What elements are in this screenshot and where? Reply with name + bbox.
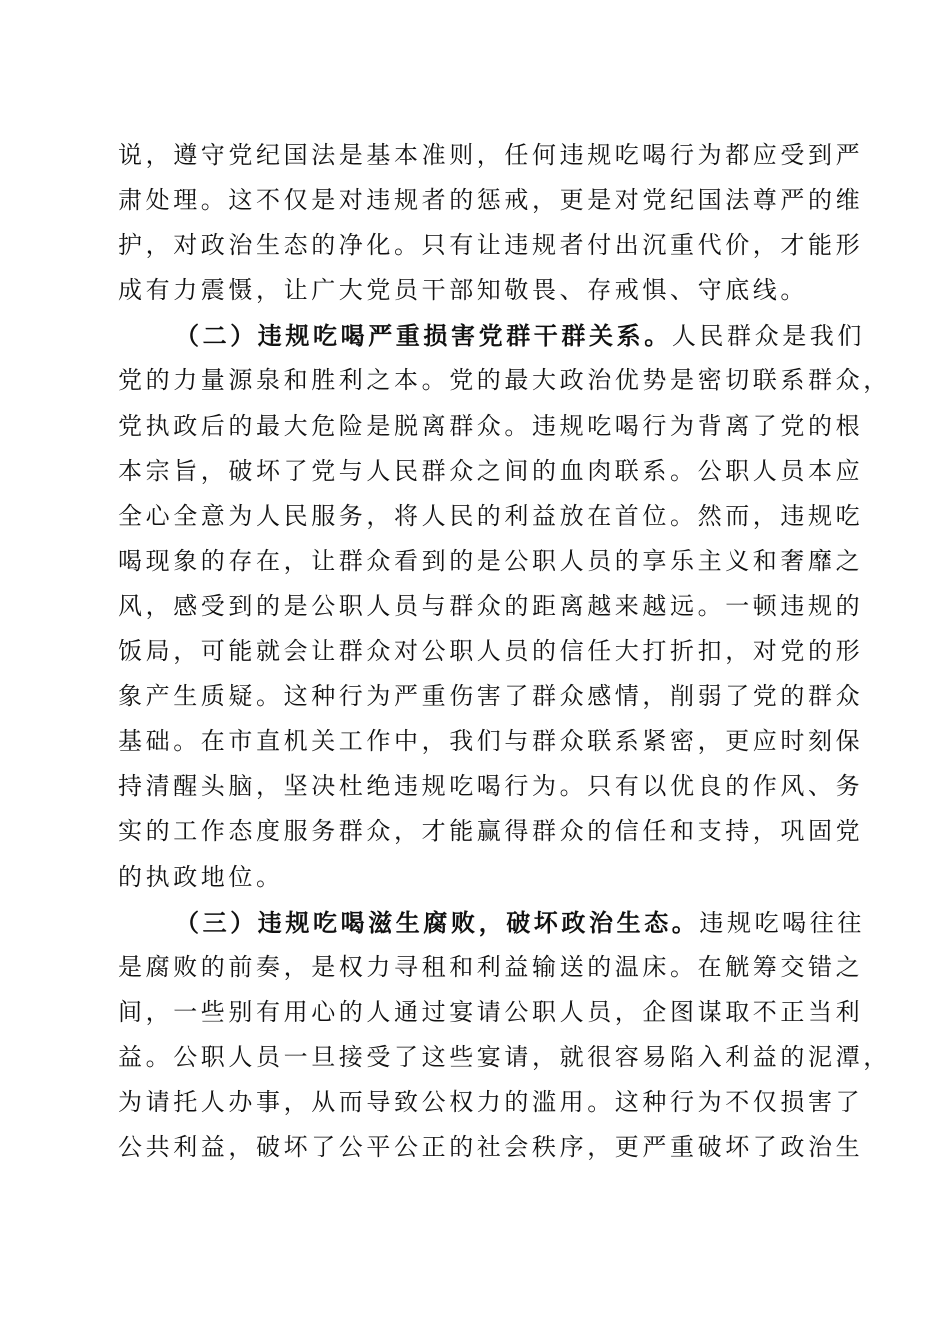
- body-text: 公共利益，破坏了公平公正的社会秩序，更严重破坏了政治生: [118, 1133, 864, 1162]
- body-text: 全心全意为人民服务，将人民的利益放在首位。然而，违规吃: [118, 501, 864, 530]
- text-line: [118, 855, 834, 900]
- text-line: [118, 313, 866, 358]
- text-line: [118, 178, 864, 223]
- body-text: 喝现象的存在，让群众看到的是公职人员的享乐主义和奢靡之: [118, 546, 864, 575]
- body-text: 持清醒头脑，坚决杜绝违规吃喝行为。只有以优良的作风、务: [118, 772, 864, 801]
- text-line: [118, 719, 864, 764]
- text-line: [118, 945, 864, 990]
- body-text: 为请托人办事，从而导致公权力的滥用。这种行为不仅损害了: [118, 1087, 864, 1116]
- section-heading: （二）违规吃喝严重损害党群干群关系。: [175, 321, 672, 351]
- body-text: 肃处理。这不仅是对违规者的惩戒，更是对党纪国法尊严的维: [118, 186, 864, 215]
- body-text: 风，感受到的是公职人员与群众的距离越来越远。一顿违规的: [118, 591, 864, 620]
- body-text: 饭局，可能就会让群众对公职人员的信任大打折扣，对党的形: [118, 637, 864, 666]
- text-line: [118, 584, 864, 629]
- text-line: [118, 674, 864, 719]
- body-text: 护，对政治生态的净化。只有让违规者付出沉重代价，才能形: [118, 231, 864, 260]
- body-text: 是腐败的前奏，是权力寻租和利益输送的温床。在觥筹交错之: [118, 952, 864, 981]
- text-line: [118, 449, 864, 494]
- body-text: 党的力量源泉和胜利之本。党的最大政治优势是密切联系群众，: [118, 366, 891, 395]
- text-line: [118, 764, 864, 809]
- body-text: 实的工作态度服务群众，才能赢得群众的信任和支持，巩固党: [118, 817, 864, 846]
- body-text: 益。公职人员一旦接受了这些宴请，就很容易陷入利益的泥潭，: [118, 1042, 891, 1071]
- body-text: 本宗旨，破坏了党与人民群众之间的血肉联系。公职人员本应: [118, 456, 864, 485]
- body-text: 间，一些别有用心的人通过宴请公职人员，企图谋取不正当利: [118, 997, 864, 1026]
- text-line: [118, 809, 864, 854]
- text-line: [118, 900, 866, 945]
- text-line: [118, 629, 864, 674]
- text-line: [118, 1125, 864, 1170]
- body-text: 基础。在市直机关工作中，我们与群众联系紧密，更应时刻保: [118, 727, 864, 756]
- section-heading: （三）违规吃喝滋生腐败，破坏政治生态。: [175, 907, 700, 937]
- text-line: [118, 539, 864, 584]
- text-line: [118, 1035, 891, 1080]
- text-line: [118, 268, 834, 313]
- document-body: [118, 133, 891, 1170]
- body-text: 成有力震慑，让广大党员干部知敬畏、存戒惧、守底线。: [118, 276, 808, 305]
- body-text: 的执政地位。: [118, 862, 284, 891]
- body-text: 说，遵守党纪国法是基本准则，任何违规吃喝行为都应受到严: [118, 141, 864, 169]
- body-text: 人民群众是我们: [671, 322, 866, 351]
- text-line: [118, 990, 864, 1035]
- body-text: 象产生质疑。这种行为严重伤害了群众感情，削弱了党的群众: [118, 682, 864, 711]
- body-text: 党执政后的最大危险是脱离群众。违规吃喝行为背离了党的根: [118, 411, 864, 440]
- text-line: [118, 358, 891, 403]
- text-line: [118, 494, 864, 539]
- body-text: 违规吃喝往往: [699, 908, 866, 937]
- text-line: [118, 1080, 864, 1125]
- text-line: [118, 223, 864, 268]
- text-line: [118, 133, 864, 178]
- text-line: [118, 404, 864, 449]
